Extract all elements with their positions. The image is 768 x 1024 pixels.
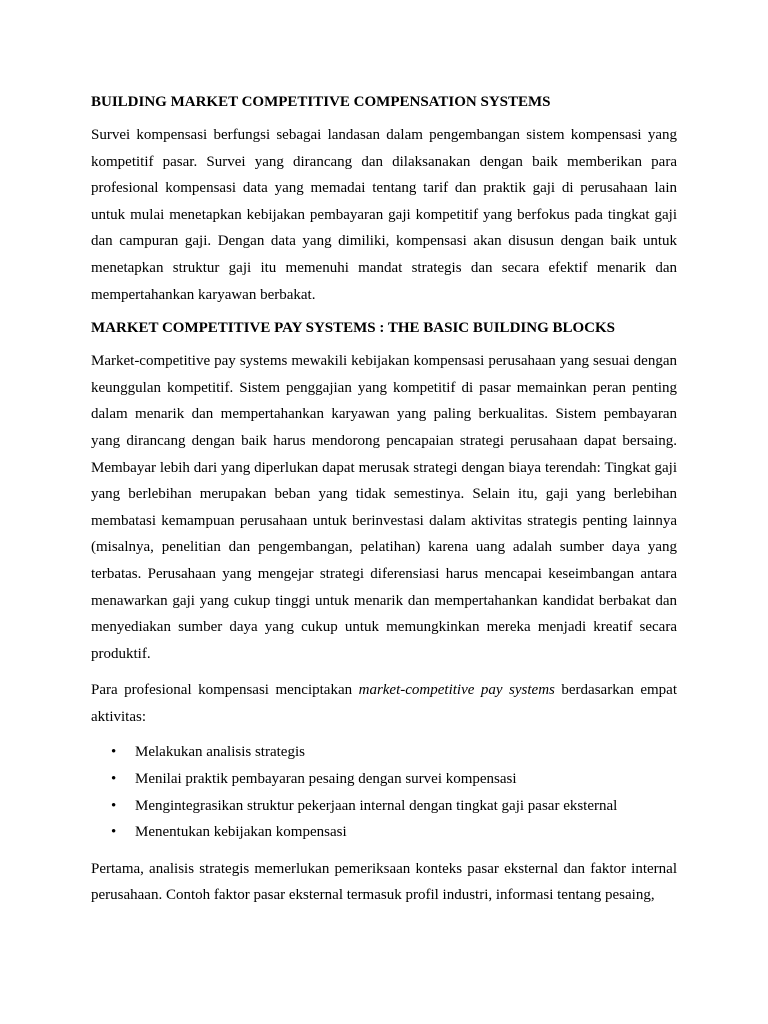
list-item-text: Menentukan kebijakan kompensasi xyxy=(135,824,347,841)
section-heading-pay-systems: MARKET COMPETITIVE PAY SYSTEMS : THE BASIC BUILDING BLOCKS xyxy=(91,320,616,337)
activities-list xyxy=(91,739,677,845)
list-item-text: Melakukan analisis strategis xyxy=(135,744,305,761)
bullet-icon: • xyxy=(111,797,117,814)
paragraph-activities-italic-term: market-competitive pay systems xyxy=(358,682,555,699)
paragraph-activities-text-start: Para profesional kompensasi menciptakan xyxy=(91,682,359,699)
section-heading-building-market: BUILDING MARKET COMPETITIVE COMPENSATION SYSTEMS xyxy=(91,94,551,110)
list-item-text: Menilai praktik pembayaran pesaing dengan survei kompensasi xyxy=(135,771,517,788)
document-page xyxy=(91,92,677,919)
paragraph-strategic-analysis: Pertama, analisis strategis memerlukan pemeriksaan konteks pasar eksternal dan faktor internal perusahaan. Contoh faktor pasar eksternal termasuk profil industri, informasi tentang pesaing, xyxy=(91,860,677,904)
bullet-icon: • xyxy=(111,771,117,788)
list-item xyxy=(91,766,677,793)
paragraph-pay-systems: Market-competitive pay systems mewakili kebijakan kompensasi perusahaan yang sesuai dengan keunggulan kompetitif. Sistem penggajian yang kompetitif di pasar memainkan peran penting dalam menarik dan mempertahankan karyawan yang paling berkualitas. Sistem pembayaran yang dirancang dengan baik harus mendorong pencapaian strategi perusahaan dapat bersaing. Membayar lebih dari yang diperlukan dapat merusak strategi dengan biaya terendah: Tingkat gaji yang berlebihan merupakan beban yang tidak semestinya. Selain itu, gaji yang berlebihan membatasi kemampuan perusahaan untuk berinvestasi dalam aktivitas strategis penting lainnya (misalnya, penelitian dan pengembangan, pelatihan) karena uang adalah sumber daya yang terbatas. Perusahaan yang mengejar strategi diferensiasi harus mencapai keseimbangan antara menawarkan gaji yang cukup tinggi untuk menarik dan mempertahankan kandidat berbakat dan menyediakan sumber daya yang cukup untuk memungkinkan mereka menjadi kreatif secara produktif. xyxy=(91,353,677,662)
list-item xyxy=(91,793,677,820)
paragraph-activities-text-end: berdasarkan empat aktivitas: xyxy=(91,682,678,725)
list-item xyxy=(91,739,677,766)
bullet-icon: • xyxy=(111,824,117,841)
list-item xyxy=(91,819,677,846)
bullet-icon: • xyxy=(111,744,117,761)
paragraph-intro: Survei kompensasi berfungsi sebagai landasan dalam pengembangan sistem kompensasi yang kompetitif pasar. Survei yang dirancang dan dilaksanakan dengan baik memberikan para profesional kompensasi data yang memadai tentang tarif dan praktik gaji di perusahaan lain untuk mulai menetapkan kebijakan pembayaran gaji kompetitif yang berfokus pada tingkat gaji dan campuran gaji. Dengan data yang dimiliki, kompensasi akan disusun dengan baik untuk menetapkan struktur gaji itu memenuhi mandat strategis dan secara efektif menarik dan mempertahankan karyawan berbakat. xyxy=(91,127,677,303)
list-item-text: Mengintegrasikan struktur pekerjaan internal dengan tingkat gaji pasar eksternal xyxy=(135,797,618,814)
paragraph-activities-intro xyxy=(91,677,677,730)
